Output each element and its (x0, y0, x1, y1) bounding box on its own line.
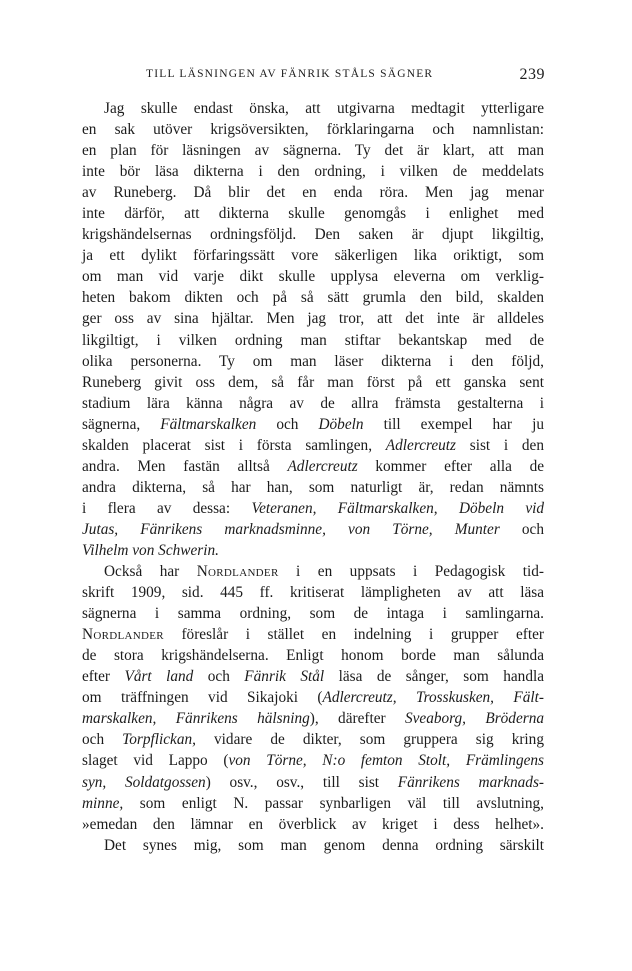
text-run: vidare de dikter, som gruppera sig kring (195, 731, 544, 749)
text-line (82, 245, 544, 266)
text-line (82, 456, 544, 477)
text-line (82, 540, 544, 561)
text-run: skalden placerat sist i första samlingen, (82, 436, 386, 454)
text-line (82, 435, 544, 456)
text-line (82, 498, 544, 519)
italic-title: Fänrikens marknads- (397, 773, 544, 791)
italic-title: marskalken, Fänrikens hälsning (82, 710, 310, 728)
italic-title: Fältmarskalken (160, 415, 257, 433)
italic-title: minne, (82, 794, 124, 812)
text-run: en sak utöver krigsöversikten, förklaringarna och namnlistan: (82, 121, 544, 139)
text-run: Det synes mig, som man genom denna ordning särskilt (104, 836, 544, 854)
text-run: Också har (104, 563, 197, 581)
text-run: de stora krigshändelserna. Enligt honom borde man sålunda (82, 647, 544, 665)
text-line (82, 772, 544, 793)
italic-title: Vilhelm von Schwerin. (82, 541, 219, 559)
text-line (82, 814, 544, 835)
text-run: ger oss av sina hjältar. Men jag tror, att det inte är alldeles (82, 310, 544, 328)
text-run: i flera av dessa: (82, 499, 252, 517)
text-line (82, 729, 544, 750)
text-run: i en uppsats i Pedagogisk tid- (278, 563, 544, 581)
italic-title: Sveaborg, Bröderna (404, 710, 544, 728)
text-run: Jag skulle endast önska, att utgivarna medtagit ytterligare (104, 100, 544, 117)
text-run: olika personerna. Ty om man läser dikterna i den följd, (82, 352, 544, 370)
text-line (82, 393, 544, 414)
text-line (82, 119, 544, 140)
text-run: och (193, 668, 245, 686)
text-run: krigshändelsernas ordningsföljd. Den saken är djupt likgiltig, (82, 226, 544, 244)
italic-title: Veteranen, Fältmarskalken, Döbeln vid (251, 499, 545, 517)
text-run: till exempel har ju (363, 415, 544, 433)
text-line (82, 750, 544, 771)
text-run: slaget vid Lappo ( (82, 752, 229, 770)
text-line (82, 330, 544, 351)
text-line (82, 519, 544, 540)
text-line (82, 140, 544, 161)
text-line (82, 793, 544, 814)
italic-title: Döbeln (318, 415, 364, 433)
running-header (83, 66, 545, 88)
text-line (82, 603, 544, 624)
text-line (82, 266, 544, 287)
italic-title: Torpflickan, (122, 731, 196, 749)
text-run: och (82, 731, 123, 749)
text-run: ) osv., osv., till sist (205, 773, 398, 791)
text-line (82, 708, 544, 729)
text-line (82, 351, 544, 372)
text-run: sägnerna, (82, 415, 161, 433)
text-run: heten bakom dikten och på så sätt grumla den bild, skalden (82, 289, 544, 307)
italic-title: Fänrik Stål (244, 668, 325, 686)
text-line (82, 98, 544, 119)
italic-title: von Törne, N:o femton Stolt, Främlingens (228, 752, 544, 770)
text-run: som enligt N. passar synbarligen väl till avslutning, (123, 794, 544, 812)
text-line (82, 161, 544, 182)
text-run: om träffningen vid Sikajoki ( (82, 689, 323, 707)
text-run: stadium lära känna några av de allra främsta gestalterna i (82, 394, 544, 412)
text-line (82, 561, 544, 582)
text-line (82, 835, 544, 856)
text-run: ), därefter (309, 710, 405, 728)
text-line (82, 477, 544, 498)
italic-title: Adlercreutz, Trosskusken, Fält- (322, 689, 545, 707)
running-title: TILL LÄSNINGEN AV FÄNRIK STÅLS SÄGNER (146, 68, 434, 80)
text-run: sägnerna i samma ordning, som de intaga i samlingarna. (82, 605, 544, 623)
author-name: Nordlander (82, 626, 164, 644)
italic-title: Jutas, Fänrikens marknadsminne, von Törne, Munter (82, 520, 500, 538)
text-run: kommer efter alla de (357, 457, 545, 475)
text-line (82, 624, 544, 645)
text-run: inte bör läsa dikterna i den ordning, i vilken de meddelats (82, 163, 544, 181)
text-line (82, 203, 544, 224)
text-line (82, 645, 544, 666)
text-line (82, 372, 544, 393)
text-run: inte därför, att dikterna skulle genomgås i enlighet med (82, 205, 544, 223)
italic-title: syn, Soldatgossen (82, 773, 206, 791)
body-text (82, 98, 544, 856)
italic-title: Adlercreutz (385, 436, 457, 454)
text-run: likgiltigt, i vilken ordning man stiftar bekantskap med de (82, 331, 544, 349)
page-number: 239 (519, 66, 545, 83)
text-line (82, 182, 544, 203)
text-run: ja ett dylikt förfaringssätt vore säkerligen lika oriktigt, som (82, 247, 544, 265)
text-run: andra dikterna, så har han, som naturligt är, redan nämnts (82, 478, 544, 496)
text-run: föreslår i stället en indelning i grupper efter (163, 626, 544, 644)
text-line (82, 414, 544, 435)
text-run: efter (82, 668, 125, 686)
text-run: läsa de sånger, som handla (324, 668, 545, 686)
italic-title: Vårt land (124, 668, 194, 686)
text-run: sist i den (456, 436, 544, 454)
text-run: om man vid varje dikt skulle upplysa eleverna om verklig- (82, 268, 544, 286)
text-run: skrift 1909, sid. 445 ff. kritiserat lämpligheten av att läsa (82, 584, 544, 602)
text-run: av Runeberg. Då blir det en enda röra. Men jag menar (82, 184, 544, 202)
text-line (82, 308, 544, 329)
text-line (82, 287, 544, 308)
text-line (82, 666, 544, 687)
text-line (82, 687, 544, 708)
text-run: och (499, 520, 544, 538)
text-run: andra. Men fastän alltså (82, 457, 288, 475)
author-name: Nordlander (196, 563, 279, 581)
italic-title: Adlercreutz (287, 457, 358, 475)
text-run: »emedan den lämnar en överblick av kriget i dess helhet». (82, 815, 544, 833)
text-line (82, 582, 544, 603)
text-run: en plan för läsningen av sägnerna. Ty det är klart, att man (82, 142, 544, 160)
text-line (82, 224, 544, 245)
text-run: och (256, 415, 319, 433)
text-run: Runeberg givit oss dem, så får man först på ett ganska sent (82, 373, 544, 391)
